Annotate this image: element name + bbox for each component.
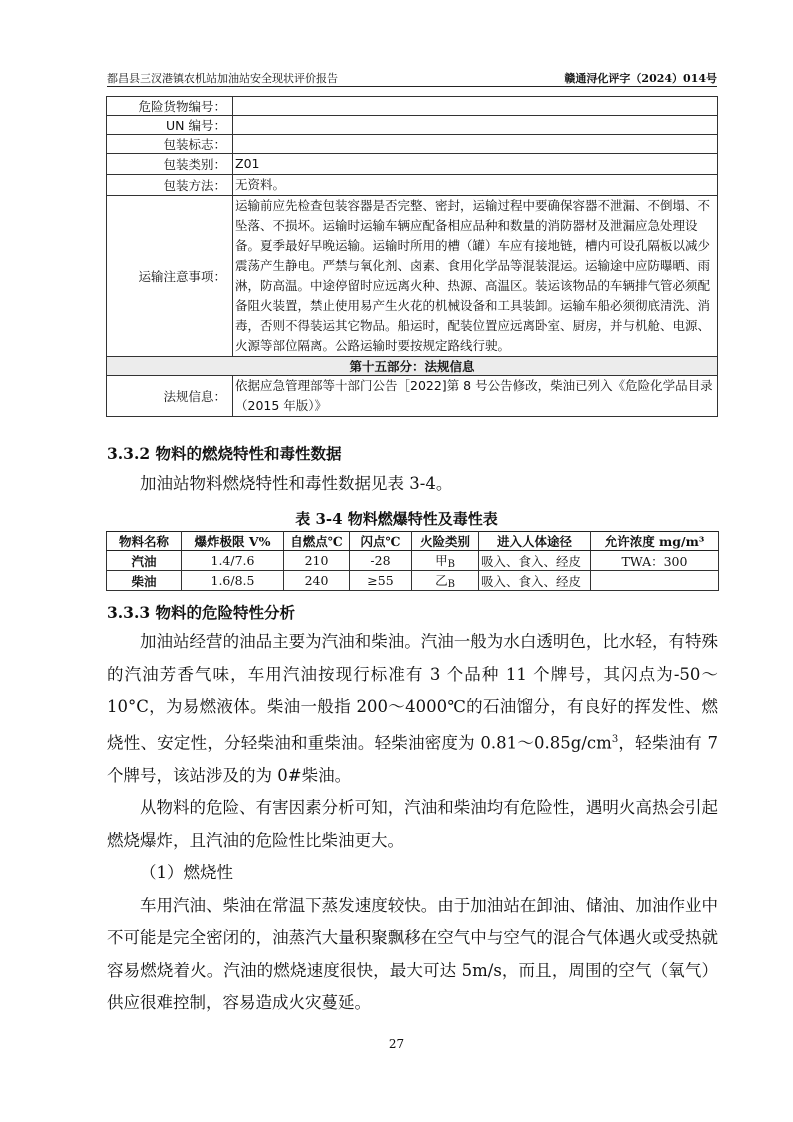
page-header (107, 68, 717, 87)
fire-class-sub: B (447, 579, 455, 590)
fire-class (412, 571, 479, 591)
exposure-route: 吸入、食入、经皮 (479, 551, 591, 571)
row-label: 包装方法： (107, 175, 233, 196)
paragraph: 车用汽油、柴油在常温下蒸发速度较快。由于加油站在卸油、储油、加油作业中不可能是完全密闭的，油蒸汽大量积聚飘移在空气中与空气的混合气体遇火或受热就容易燃烧着火。汽油的燃烧速度很快，最大可达 5m/s，而且，周围的空气（氧气）供应很难控制，容易造成火灾蔓延。 (107, 895, 718, 1012)
row-value: 无资料。 (233, 175, 718, 196)
column-header: 进入人体途径 (479, 532, 591, 551)
allowed-concentration: TWA：300 (591, 551, 719, 571)
fire-class-main: 甲 (435, 553, 448, 568)
material-name: 汽油 (107, 551, 182, 571)
intro-paragraph (107, 468, 718, 501)
explosion-limit: 1.4/7.6 (182, 551, 284, 571)
allowed-concentration (591, 571, 719, 591)
transport-value: 运输前应先检查包装容器是否完整、密封，运输过程中要确保容器不泄漏、不倒塌、不坠落、不损坏。运输时运输车辆应配备相应品种和数量的消防器材及泄漏应急处理设备。夏季最好早晚运输。运输时所用的槽（罐）车应有接地链，槽内可设孔隔板以减少震荡产生静电。严禁与氧化剂、卤素、食用化学品等混装混运。运输途中应防曝晒、雨淋，防高温。中途停留时应远离火种、热源、高温区。装运该物品的车辆排气管必须配备阻火装置，禁止使用易产生火花的机械设备和工具装卸。运输车船必须彻底清洗、消毒，否则不得装运其它物品。船运时，配装位置应远离卧室、厨房，并与机舱、电源、火源等部位隔离。公路运输时要按规定路线行驶。 (233, 196, 718, 357)
table-caption: 表 3-4 物料燃爆特性及毒性表 (295, 510, 498, 528)
fire-class-sub: B (447, 559, 455, 570)
subheading: （1）燃烧性 (140, 863, 233, 882)
table-row (107, 175, 718, 196)
row-value: Z01 (233, 154, 718, 175)
table-row (107, 116, 718, 135)
column-header: 允许浓度 mg/m³ (591, 532, 719, 551)
section-title: 第十五部分：法规信息 (107, 357, 718, 376)
row-label: 包装类别： (107, 154, 233, 175)
table-row (107, 97, 718, 116)
regulation-label: 法规信息： (107, 376, 233, 417)
section-row (107, 357, 718, 376)
section-heading-333: 3.3.3 物料的危险特性分析 (107, 603, 296, 622)
table-row (107, 376, 718, 417)
table-row (107, 551, 719, 571)
paragraph (107, 626, 718, 792)
regulation-value: 依据应急管理部等十部门公告［2022]第 8 号公告修改，柴油已列入《危险化学品目录（2015 年版）》 (233, 376, 718, 417)
row-label: 危险货物编号： (107, 97, 233, 116)
report-number: 赣通浔化评字（2024）014号 (564, 72, 717, 85)
exposure-route: 吸入、食入、经皮 (479, 571, 591, 591)
table-row (107, 196, 718, 357)
intro-text: 加油站物料燃烧特性和毒性数据见表 3-4。 (140, 474, 453, 493)
fire-class (412, 551, 479, 571)
flash-point: -28 (350, 551, 412, 571)
autoignition-point: 210 (284, 551, 350, 571)
column-header: 闪点℃ (350, 532, 412, 551)
column-header: 自燃点℃ (284, 532, 350, 551)
report-title: 都昌县三汊港镇农机站加油站安全现状评价报告 (107, 72, 338, 85)
superscript: 3 (611, 733, 619, 745)
table-row (107, 571, 719, 591)
row-label: UN 编号： (107, 116, 233, 135)
explosion-limit: 1.6/8.5 (182, 571, 284, 591)
msds-table (106, 96, 718, 417)
row-value (233, 116, 718, 135)
fire-class-main: 乙 (435, 573, 448, 588)
column-header: 爆炸极限 V% (182, 532, 284, 551)
row-label: 包装标志： (107, 135, 233, 154)
page-number: 27 (388, 1037, 405, 1051)
header-row (107, 532, 719, 551)
row-value (233, 97, 718, 116)
row-value (233, 135, 718, 154)
paragraph-part: 加油站经营的油品主要为汽油和柴油。汽油一般为水白透明色，比水轻，有特殊的汽油芳香气味，车用汽油按现行标准有 3 个品种 11 个牌号，其闪点为-50～10°C，为易燃液体。柴油一般指 200～4000℃的石油馏分，有良好的挥发性、燃烧性、安定性，分轻柴油和重柴油。轻柴油密度为 0.81～0.85g/cm (107, 632, 718, 752)
properties-table (106, 531, 719, 591)
section-heading-332: 3.3.2 物料的燃烧特性和毒性数据 (107, 444, 342, 463)
column-header: 物料名称 (107, 532, 182, 551)
table-row (107, 154, 718, 175)
flash-point: ≥55 (350, 571, 412, 591)
table-row (107, 135, 718, 154)
paragraph-part: ，轻柴油有 7 个牌号，该站涉及的为 0#柴油。 (107, 733, 718, 785)
body-text (107, 626, 718, 1020)
material-name: 柴油 (107, 571, 182, 591)
column-header: 火险类别 (412, 532, 479, 551)
autoignition-point: 240 (284, 571, 350, 591)
transport-label: 运输注意事项： (107, 196, 233, 357)
paragraph: 从物料的危险、有害因素分析可知，汽油和柴油均有危险性，遇明火高热会引起燃烧爆炸，且汽油的危险性比柴油更大。 (107, 798, 718, 850)
